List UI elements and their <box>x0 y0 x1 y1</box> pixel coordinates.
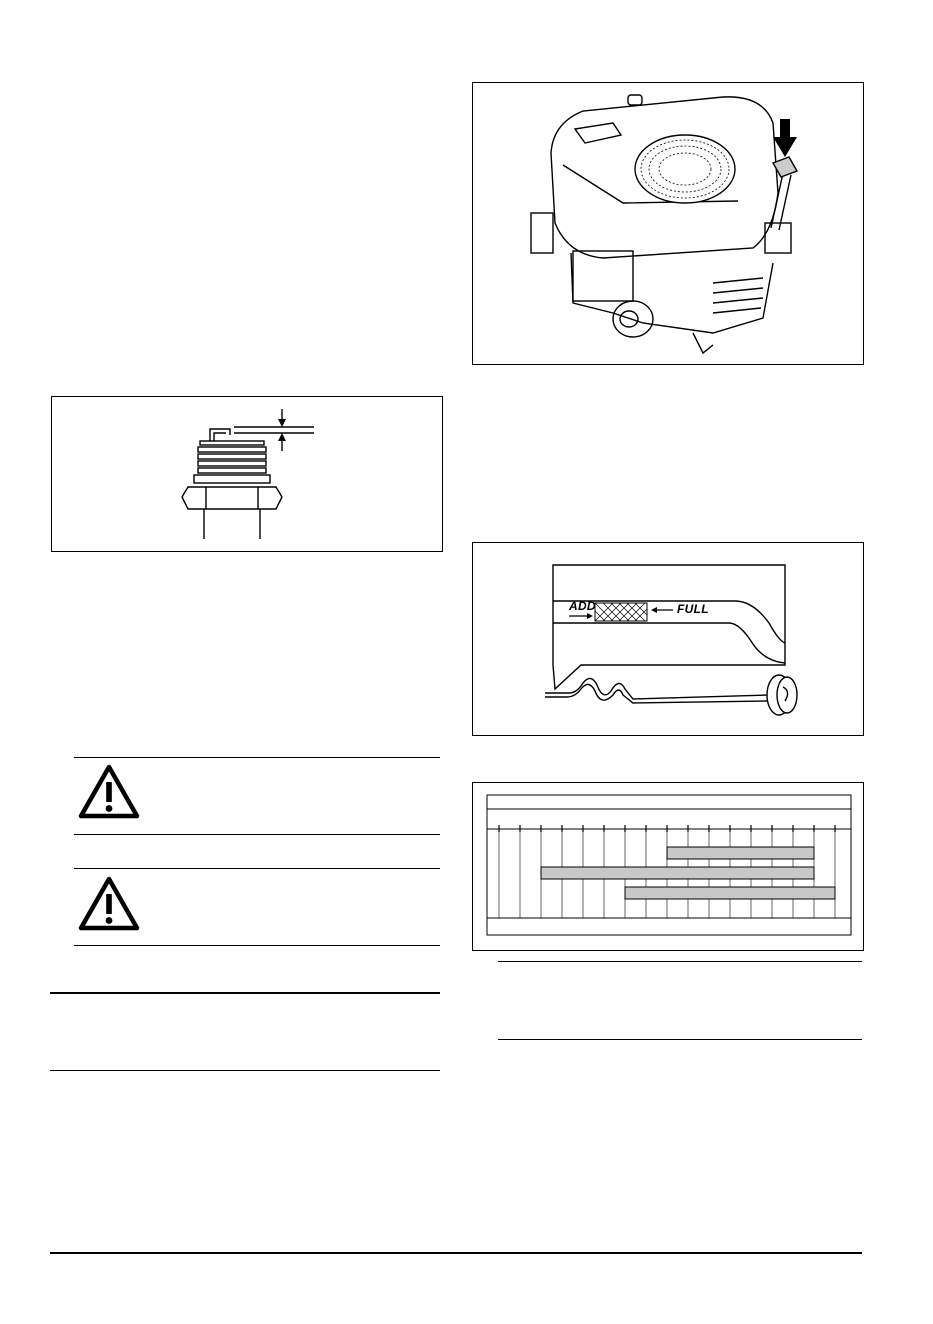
warning-2-top-rule <box>74 868 440 869</box>
dipstick-figure <box>472 542 864 736</box>
temperature-range-bar-3 <box>625 887 835 899</box>
temperature-range-bar-1 <box>667 847 814 859</box>
note-left-top-rule <box>50 992 440 994</box>
engine-illustration <box>473 83 865 366</box>
down-arrow-icon <box>773 119 797 157</box>
temperature-range-bar-2 <box>541 867 814 879</box>
warning-1-bottom-rule <box>74 834 440 835</box>
engine-figure <box>472 82 864 365</box>
note-right-bottom-rule <box>498 1039 862 1040</box>
note-right-top-rule <box>498 961 862 962</box>
warning-1-top-rule <box>74 757 440 758</box>
note-left-bottom-rule <box>50 1070 440 1071</box>
warning-triangle-icon <box>78 764 140 820</box>
footer-rule <box>50 1252 862 1254</box>
dipstick-full-label: FULL <box>677 602 709 616</box>
warning-2-bottom-rule <box>74 945 440 946</box>
temperature-range-chart-graphic <box>473 783 865 952</box>
warning-triangle-icon <box>78 876 140 932</box>
dipstick-illustration <box>473 543 865 737</box>
dipstick-add-label: ADD <box>569 599 596 613</box>
oil-temperature-chart <box>472 782 864 951</box>
spark-plug-figure <box>51 396 443 552</box>
spark-plug-illustration <box>52 397 444 553</box>
